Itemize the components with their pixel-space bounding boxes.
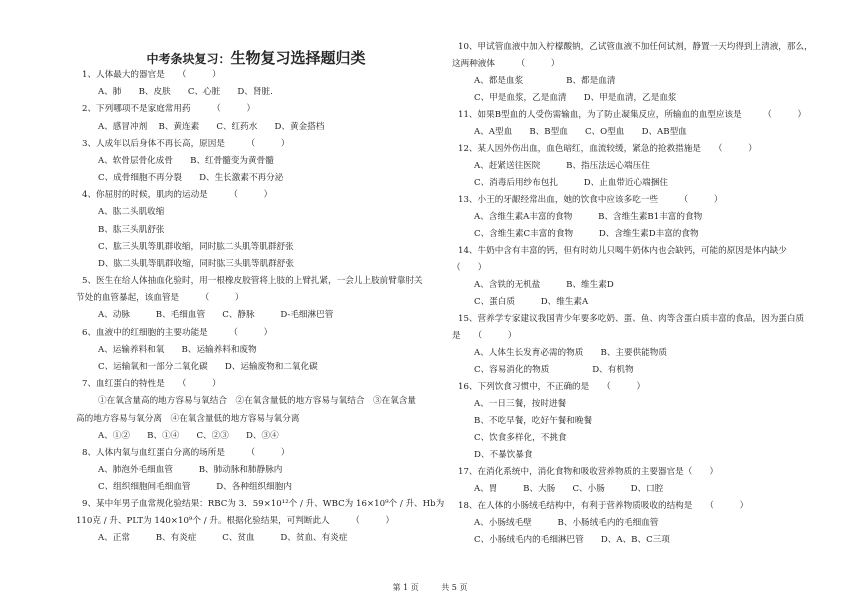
left-line: 4、你屈肘的时候，肌肉的运动是 （ ） bbox=[82, 190, 273, 201]
left-line: C、组织细胞间毛细血管 D、各种组织细胞内 bbox=[98, 482, 292, 493]
right-line: A、一日三餐，按时进餐 bbox=[474, 399, 567, 409]
right-line: 是 （ ） bbox=[452, 331, 517, 341]
title-main: 生物复习选择题归类 bbox=[230, 49, 366, 67]
left-line: A、运输养料和氧 B、运输养料和废物 bbox=[98, 344, 257, 355]
left-line: A、动脉 B、毛细血管 C、静脉 D-毛细淋巴管 bbox=[98, 310, 334, 321]
left-line: 2、下列哪项不是家庭常用药 （ ） bbox=[82, 104, 256, 115]
right-line: C、容易消化的物质 D、有机物 bbox=[474, 365, 634, 375]
left-line: A、软骨层骨化成骨 B、红骨髓变为黄骨髓 bbox=[98, 155, 274, 166]
page-total: 共 5 页 bbox=[441, 583, 468, 592]
left-line: 6、血液中的红细胞的主要功能是 （ ） bbox=[82, 327, 273, 338]
right-line: 15、营养学专家建议我国青少年要多吃奶、蛋、鱼、肉等含蛋白质丰富的食品，因为蛋白质 bbox=[458, 314, 805, 324]
right-line: 13、小王的牙龈经常出血，她的饮食中应该多吃一些 （ ） bbox=[458, 195, 723, 205]
left-line: 节处的血管暴起，该血管是 （ ） bbox=[76, 293, 244, 304]
left-line: 1、人体最大的器官是 （ ） bbox=[82, 70, 221, 80]
left-line: B、肱三头肌舒张 bbox=[98, 224, 165, 235]
left-line: C、运输氧和一部分二氧化碳 D、运输废物和二氧化碳 bbox=[98, 362, 318, 373]
left-line: A、肺泡外毛细血管 B、肺动脉和肺静脉内 bbox=[98, 465, 283, 476]
left-line: 高的地方容易与氧分离 ④在氧含量低的地方容易与氧分离 bbox=[76, 413, 300, 424]
right-line: C、蛋白质 D、维生素A bbox=[474, 297, 589, 307]
right-line: 17、在消化系统中，消化食物和吸收营养物质的主要器官是（ ） bbox=[458, 467, 719, 477]
left-line: 110克 / 升、PLT为 140×10⁹个 / 升。根据化验结果，可判断此人 （ ） bbox=[76, 515, 395, 526]
left-line: 5、医生在给人体抽血化验时，用一根橡皮胶管将上肢的上臂扎紧，一会儿上肢前臂靠肘关 bbox=[82, 276, 423, 287]
left-line: A、正常 B、有炎症 C、贫血 D、贫血、有炎症 bbox=[98, 533, 348, 543]
right-line: （ ） bbox=[452, 263, 487, 273]
left-line: A、感冒冲剂 B、黄连素 C、红药水 D、黄金搭档 bbox=[98, 121, 325, 132]
left-line: A、①② B、①④ C、②③ D、③④ bbox=[98, 430, 279, 441]
right-line: B、不吃早餐，吃好午餐和晚餐 bbox=[474, 416, 593, 426]
left-line: 7、血红蛋白的特性是 （ ） bbox=[82, 379, 221, 390]
right-line: C、小肠绒毛内的毛细淋巴管 D、A、B、C三项 bbox=[474, 535, 670, 545]
right-line: C、甲是血浆，乙是血清 D、甲是血清，乙是血浆 bbox=[474, 93, 677, 103]
right-line: 这两种液体 （ ） bbox=[452, 59, 560, 69]
left-line: C、肱三头肌等肌群收缩，同时肱二头肌等肌群舒张 bbox=[98, 241, 294, 252]
left-line: 8、人体内氧与血红蛋白分离的场所是 （ ） bbox=[82, 447, 290, 458]
right-line: 18、在人体的小肠绒毛结构中，有利于营养物质吸收的结构是 （ ） bbox=[458, 501, 749, 511]
right-line: A、赶紧送往医院 B、指压法远心端压住 bbox=[474, 161, 650, 171]
page-footer bbox=[0, 582, 860, 593]
right-line: C、消毒后用纱布包扎 D、止血带近心端捆住 bbox=[474, 178, 668, 188]
right-line: A、胃 B、大肠 C、小肠 D、口腔 bbox=[474, 484, 664, 494]
left-line: A、肱二头肌收缩 bbox=[98, 207, 165, 218]
right-line: A、都是血浆 B、都是血清 bbox=[474, 76, 616, 86]
title-prefix: 中考条块复习： bbox=[146, 52, 231, 66]
right-line: 14、牛奶中含有丰富的钙，但有时幼儿只喝牛奶体内也会缺钙，可能的原因是体内缺少 bbox=[458, 246, 787, 256]
right-line: C、含维生素C丰富的食物 D、含维生素D丰富的食物 bbox=[474, 229, 699, 239]
left-line: D、肱二头肌等肌群收缩，同时肱三头肌等肌群舒张 bbox=[98, 258, 294, 269]
left-line: A、肺 B、皮肤 C、心脏 D、肾脏. bbox=[98, 87, 273, 98]
right-line: A、含铁的无机盐 B、维生素D bbox=[474, 280, 614, 290]
right-line: D、不暴饮暴食 bbox=[474, 450, 533, 460]
left-line: 3、人成年以后身体不再长高，原因是 （ ） bbox=[82, 138, 290, 149]
left-line: C、成骨细胞不再分裂 D、生长激素不再分泌 bbox=[98, 173, 284, 184]
right-line: C、饮食多样化，不挑食 bbox=[474, 433, 567, 443]
document-title bbox=[76, 47, 436, 68]
right-line: A、A型血 B、B型血 C、O型血 D、AB型血 bbox=[474, 127, 687, 137]
right-line: A、人体生长发育必需的物质 B、主要供能物质 bbox=[474, 348, 667, 358]
right-line: A、含维生素A丰富的食物 B、含维生素B1丰富的食物 bbox=[474, 212, 703, 222]
right-line: 16、下列饮食习惯中，不正确的是 （ ） bbox=[458, 382, 646, 392]
right-line: A、小肠绒毛壁 B、小肠绒毛内的毛细血管 bbox=[474, 518, 659, 528]
page-number: 第 1 页 bbox=[392, 583, 419, 592]
left-line: ①在氧含量高的地方容易与氧结合 ②在氧含量低的地方容易与氧结合 ③在氧含量 bbox=[98, 396, 416, 407]
right-line: 12、某人因外伤出血，血色暗红，血流较缓，紧急的抢救措施是 （ ） bbox=[458, 144, 757, 154]
right-line: 10、甲试管血液中加入柠檬酸钠，乙试管血液不加任何试剂，静置一天均得到上清液，那么， bbox=[458, 42, 813, 52]
right-line: 11、如果B型血的人受伤需输血，为了防止凝集反应，所输血的血型应该是 （ ） bbox=[458, 110, 807, 120]
left-line: 9、某中年男子血常规化验结果：RBC为 3．59×10¹²个 / 升、WBC为 16×10⁹个 / 升、Hb为 bbox=[82, 498, 445, 509]
